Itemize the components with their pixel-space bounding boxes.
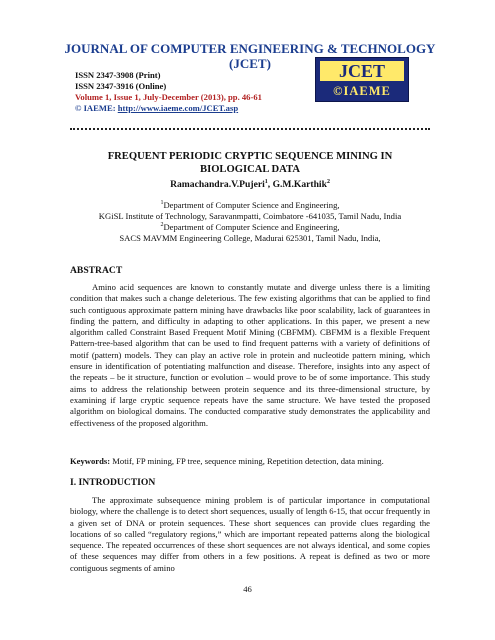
author-1: Ramachandra.V.Pujeri <box>170 179 265 190</box>
affiliations <box>70 200 430 244</box>
publisher-prefix: © IAEME: <box>75 103 116 113</box>
affiliation-1-dept <box>70 200 430 211</box>
author-2-sup: 2 <box>326 178 330 185</box>
affiliation-1-inst: KGiSL Institute of Technology, Saravanmpatti, Coimbatore -641035, Tamil Nadu, India <box>98 211 402 221</box>
paper-title <box>90 150 410 176</box>
page-number: 46 <box>243 584 252 594</box>
author-1-sup: 1 <box>264 178 268 185</box>
authors <box>90 179 410 191</box>
affiliation-2-inst: SACS MAVMM Engineering College, Madurai 625301, Tamil Nadu, India, <box>119 233 381 243</box>
abstract-body: Amino acid sequences are known to constantly mutate and diverge unless there is a limiting condition that makes such a change deleterious. The few existing algorithms that can be applied to find such contiguous approximate pattern mining have drawbacks like poor scalability, lack of guarantees in finding the pattern, and difficulty in adapting to other applications. In this paper, we present a new algorithm called Constraint Based Frequent Motif Mining (CBFMM). CBFMM is a flexible Frequent Pattern-tree-based algorithm that can be used to find frequent patterns with a variety of definitions of motif (pattern) models. They can play an active role in protein and nucleotide pattern mining, which ensure in identification of potentiating malfunction and disease. Therefore, insights into any aspect of the repeats – be it structure, function or evolution – would prove to be of some importance. This study aims to address the relationship between protein sequence and its three-dimensional structure, by examining if large cryptic sequence repeats have the same structure. We have tested the proposed algorithm on biological domains. The conducted comparative study demonstrates the applicability and effectiveness of the proposed algorithm. <box>70 282 430 428</box>
affiliation-2-dept <box>70 222 430 233</box>
logo-bottom-text: ©IAEME <box>333 84 391 98</box>
affiliation-2-sup: 2 <box>160 222 164 229</box>
introduction-body: The approximate subsequence mining problem is of particular importance in computational biology, where the challenge is to detect short sequences, usually of length 6-15, that occur frequently in a given set of DNA or protein sequences. These short sequences can provide clues regarding the locations of so called “regulatory regions,” which are important repeated patterns along the biological sequence. The repeated occurrences of these short sequences are not always identical, and some copies of these sequences may differ from others in a few positions. A repeat is defined as two or more contiguous segments of amino <box>70 495 430 573</box>
affiliation-2-dept-text: Department of Computer Science and Engineering, <box>163 222 340 232</box>
keywords-text: Motif, FP mining, FP tree, sequence mining, Repetition detection, data mining. <box>110 456 384 466</box>
issn-print: ISSN 2347-3908 (Print) <box>75 70 161 80</box>
publisher-line <box>75 103 335 114</box>
publisher-link[interactable]: http://www.iaeme.com/JCET.asp <box>117 103 239 113</box>
affiliation-1-sup: 1 <box>160 200 164 207</box>
affiliation-1-dept-text: Department of Computer Science and Engineering, <box>163 200 340 210</box>
keywords-label: Keywords: <box>70 456 111 466</box>
journal-title-line1: JOURNAL OF COMPUTER ENGINEERING & TECHNOLOGY <box>64 41 436 56</box>
abstract-heading: ABSTRACT <box>70 265 123 276</box>
logo-top-text: JCET <box>320 61 404 81</box>
journal-title-line2: (JCET) <box>229 56 271 71</box>
volume-info: Volume 1, Issue 1, July-December (2013), pp. 46-61 <box>75 92 262 102</box>
journal-info <box>75 70 335 114</box>
author-2: G.M.Karthik <box>272 179 327 190</box>
paper-title-line2: BIOLOGICAL DATA <box>200 164 300 175</box>
header-divider <box>70 128 430 130</box>
keywords <box>70 456 430 467</box>
author-separator: , <box>267 179 273 190</box>
issn-online: ISSN 2347-3916 (Online) <box>75 81 167 91</box>
jcet-logo <box>315 57 409 102</box>
paper-title-line1: FREQUENT PERIODIC CRYPTIC SEQUENCE MINING IN <box>107 151 393 162</box>
introduction-heading: I. INTRODUCTION <box>70 477 156 488</box>
